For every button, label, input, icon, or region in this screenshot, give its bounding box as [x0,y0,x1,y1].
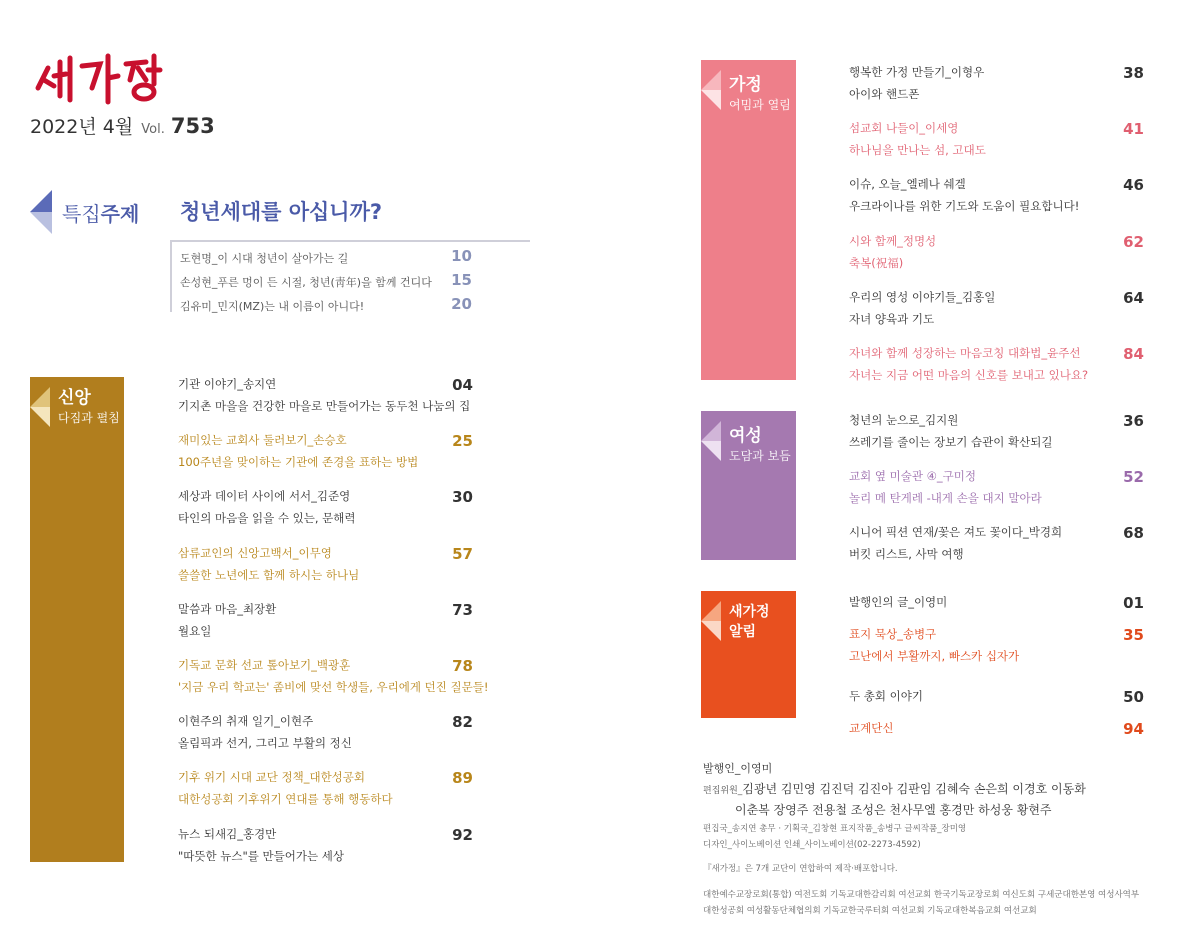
entry-title: 이슈, 오늘_엘레나 쉐겔 [849,177,966,192]
entry-page: 04 [452,376,473,394]
feature-label [62,198,139,227]
gajeong-title: 가정 [729,75,762,95]
entry-subtitle: 자녀는 지금 어떤 마음의 신호를 보내고 있나요? [849,368,1089,382]
entry-page: 94 [1123,720,1144,738]
alrim-entry[interactable] [849,626,1144,668]
band-alrim [701,591,796,718]
entry-subtitle: 고난에서 부활까지, 빠스카 십자가 [849,649,1020,663]
sinang-entry[interactable] [178,432,473,474]
vol-label: Vol. [141,122,165,137]
entry-title: 뉴스 되새김_홍경만 [178,826,277,841]
entry-subtitle: 100주년을 맞이하는 기관에 존경을 표하는 방법 [178,455,419,470]
yeoseong-entry[interactable] [849,468,1144,510]
entry-subtitle: 놀리 메 탄게레 -내게 손을 대지 말아라 [849,491,1042,506]
feature-item-page: 10 [451,247,472,265]
entry-subtitle: 우크라이나를 위한 기도와 도움이 필요합니다! [849,199,1080,214]
entry-page: 57 [452,544,473,563]
gajeong-entry[interactable] [849,120,1144,162]
feature-divider [170,240,530,242]
entry-title: 두 총회 이야기 [849,689,923,703]
band-gajeong [701,60,796,380]
gajeong-arrow-icon [701,70,721,110]
entry-title: 교회 옆 미술관 ④_구미정 [849,469,977,484]
entry-page: 82 [452,713,473,732]
entry-page: 38 [1123,64,1144,82]
entry-subtitle: 버킷 리스트, 사막 여행 [849,547,964,562]
feature-arrow-icon [30,190,52,234]
gajeong-subtitle: 여밈과 열림 [729,98,791,112]
entry-title: 기독교 문화 선교 톺아보기_백광훈 [178,658,351,672]
entry-title: 교계단신 [849,721,894,735]
gajeong-entry[interactable] [849,176,1144,218]
feature-list [180,246,480,318]
entry-title: 자녀와 함께 성장하는 마음코칭 대화법_윤주선 [849,346,1081,360]
entry-subtitle: 올림픽과 선거, 그리고 부활의 정신 [178,736,352,751]
entry-subtitle: 축복(祝福) [849,255,904,270]
entry-page: 01 [1123,594,1144,612]
yeoseong-title: 여성 [729,426,762,446]
entry-subtitle: 하나님을 만나는 섬, 고대도 [849,143,986,158]
entry-page: 52 [1123,468,1144,487]
sinang-entry[interactable] [178,657,489,699]
feature-item-page: 15 [451,271,472,289]
feature-item-page: 20 [451,295,472,313]
yeoseong-entry[interactable] [849,524,1144,566]
feature-item-text: 손성현_푸른 멍이 든 시절, 청년(靑年)을 함께 건디다 [180,276,432,289]
band-yeoseong [701,411,796,560]
yeoseong-arrow-icon [701,421,721,461]
editors-line2: 이춘복 장영주 전용철 조성은 천사무엘 홍경만 하성웅 황현주 [735,803,1052,817]
entry-title: 이현주의 취재 일기_이현주 [178,714,314,729]
feature-label-b: 주제 [100,202,140,226]
gajeong-entry[interactable] [849,233,1144,275]
alrim-arrow-icon [701,601,721,641]
editors-names-1: 김광년 김민영 김진덕 김진아 김판임 김혜숙 손은희 이경호 이동화 [742,782,1086,796]
entry-page: 62 [1123,232,1144,251]
sinang-title: 신앙 [58,388,91,408]
gajeong-entry[interactable] [849,345,1144,387]
entry-page: 46 [1123,176,1144,195]
issue-date: 2022년 4월 [30,116,134,138]
entry-page: 35 [1123,626,1144,644]
sinang-entry[interactable] [178,601,473,643]
entry-title: 표지 묵상_송병구 [849,627,937,641]
gajeong-entry[interactable] [849,64,1144,106]
feature-item[interactable] [180,246,480,270]
entry-subtitle: '지금 우리 학교는' 좀비에 맞선 학생들, 우리에게 던진 질문들! [178,680,489,694]
alrim-subtitle: 알림 [729,624,757,640]
gajeong-entry[interactable] [849,289,1144,331]
sinang-entry[interactable] [178,769,473,811]
alrim-title: 새가정 [729,604,770,620]
entry-page: 64 [1123,288,1144,307]
entry-page: 84 [1123,345,1144,363]
entry-title: 시니어 픽션 연재/꽃은 져도 꽃이다_박경희 [849,525,1063,540]
feature-item-text: 도현명_이 시대 청년이 살아가는 길 [180,252,349,265]
entry-subtitle: 대한성공회 기후위기 연대를 통해 행동하다 [178,792,393,807]
magazine-logo [30,40,170,110]
union-note: 『새가정』은 7개 교단이 연합하여 제작·배포합니다. [703,864,898,874]
sinang-entry[interactable] [178,376,473,418]
entry-title: 섬교회 나들이_이세영 [849,121,959,136]
entry-title: 발행인의 글_이영미 [849,595,948,609]
sinang-entry[interactable] [178,713,473,755]
alrim-entry[interactable] [849,720,1144,762]
staff-line1: 편집국_송지연 총무 · 기획국_김창현 표지작품_송병구 글씨작품_장미영 [703,824,967,834]
entry-subtitle: 쓸쓸한 노년에도 함께 하시는 하나님 [178,567,360,582]
feature-item-text: 김유미_민지(MZ)는 내 이름이 아니다! [180,300,365,313]
entry-subtitle: "따뜻한 뉴스"를 만들어가는 세상 [178,848,344,863]
entry-title: 기관 이야기_송지연 [178,377,277,391]
entry-title: 시와 함께_정명성 [849,233,937,248]
entry-title: 행복한 가정 만들기_이형우 [849,65,985,79]
sinang-subtitle: 다짐과 펼침 [58,411,120,425]
entry-page: 25 [452,432,473,451]
entry-page: 78 [452,657,473,675]
entry-subtitle: 타인의 마음을 읽을 수 있는, 문해력 [178,511,356,526]
orgs-line2: 대한성공회 여성활동단체협의회 기독교한국루터회 여선교회 기독교대한복음교회 여선교회 [703,906,1037,916]
staff-line2: 디자인_사이노베이션 인쇄_사이노베이션(02-2273-4592) [703,840,921,850]
entry-page: 50 [1123,688,1144,706]
yeoseong-entry[interactable] [849,412,1144,454]
entry-subtitle: 월요일 [178,623,212,638]
entry-title: 삼류교인의 신앙고백서_이무영 [178,545,332,560]
feature-label-a: 특집 [62,202,101,226]
entry-title: 세상과 데이터 사이에 서서_김준영 [178,489,351,504]
feature-header [30,190,550,238]
entry-title: 말씀과 마음_최장환 [178,601,277,616]
issue-info [30,112,215,139]
entry-page: 73 [452,600,473,619]
entry-title: 우리의 영성 이야기들_김홍일 [849,289,996,304]
feature-item[interactable] [180,270,480,294]
entry-title: 재미있는 교회사 둘러보기_손승호 [178,433,347,448]
credits [703,760,1183,920]
entry-subtitle: 자녀 양육과 기도 [849,311,935,326]
entry-subtitle: 기지촌 마을을 건강한 마을로 만들어가는 동두천 나눔의 집 [178,399,471,413]
feature-title: 청년세대를 아십니까? [180,200,383,224]
entry-subtitle: 쓰레기를 줄이는 장보기 습관이 확산되길 [849,435,1053,449]
entry-title: 청년의 눈으로_김지원 [849,413,959,427]
editors-line1 [703,780,1183,797]
publisher: 발행인_이영미 [703,762,773,775]
editors-label: 편집위원_ [703,786,743,796]
vol-number: 753 [170,114,215,138]
entry-subtitle: 아이와 핸드폰 [849,87,920,101]
entry-page: 92 [452,825,473,844]
sinang-entry[interactable] [178,488,473,530]
yeoseong-subtitle: 도담과 보듬 [729,449,791,463]
entry-page: 36 [1123,412,1144,430]
sinang-arrow-icon [30,387,50,427]
sinang-entry[interactable] [178,826,473,868]
orgs-line1: 대한예수교장로회(통합) 여전도회 기독교대한감리회 여선교회 한국기독교장로회 여신도회 구세군대한본영 여성사역부 [703,890,1140,900]
entry-page: 41 [1123,120,1144,139]
entry-page: 89 [452,769,473,788]
entry-page: 30 [452,488,473,507]
entry-page: 68 [1123,524,1144,543]
feature-vline [170,240,172,312]
sinang-entry[interactable] [178,545,473,587]
band-sinang [30,377,124,862]
entry-title: 기후 위기 시대 교단 정책_대한성공회 [178,770,366,785]
feature-item[interactable] [180,294,480,318]
